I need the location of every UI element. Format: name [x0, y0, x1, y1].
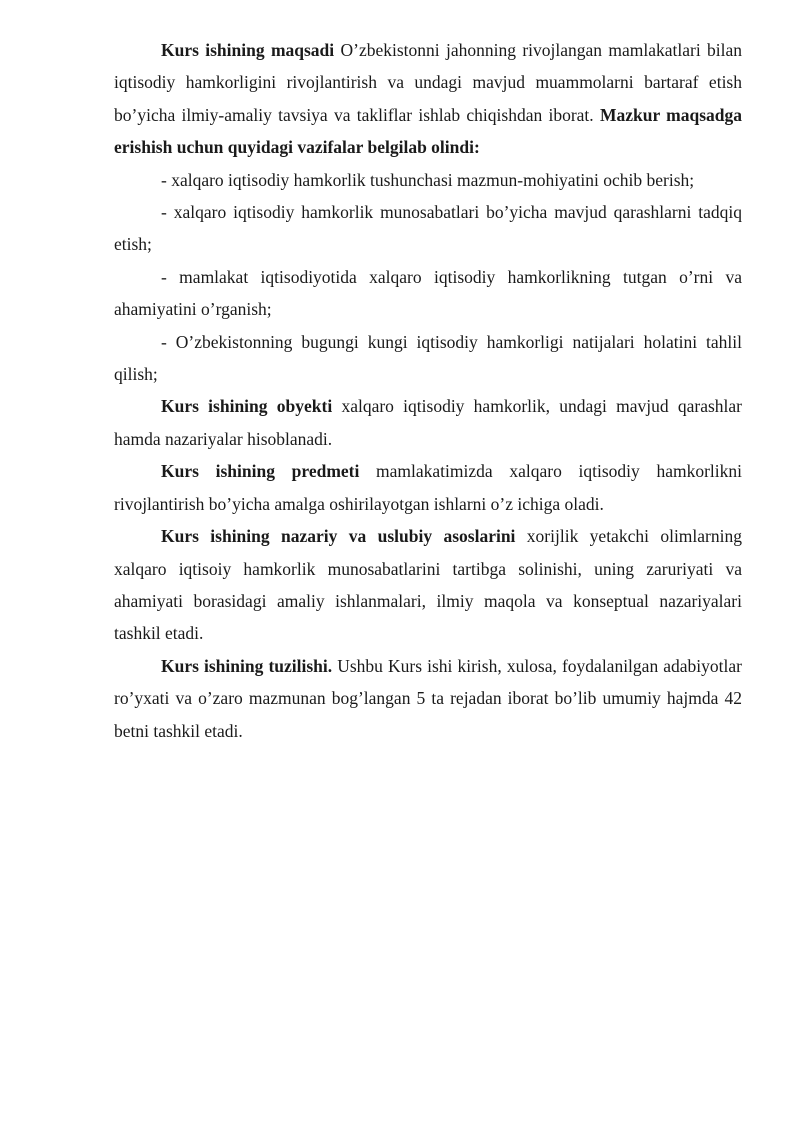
- paragraph-subject: [114, 455, 742, 520]
- task-item-4-text: - O’zbekistonning bugungi kungi iqtisodiy hamkorligi natijalari holatini tahlil qilish;: [114, 331, 742, 385]
- paragraph-aim-tasks-intro: Mazkur maqsadga erishish uchun quyidagi vazifalar belgilab olindi:: [114, 104, 742, 158]
- paragraph-aim-text: O’zbekistonni jahonning rivojlangan mamlakatlari bilan iqtisodiy hamkorligini rivojlantirish va undagi mavjud muammolarni bartaraf etish bo’yicha ilmiy-amaliy tavsiya va takliflar ishlab chiqishdan iborat.: [114, 40, 743, 125]
- paragraph-subject-text: mamlakatimizda xalqaro iqtisodiy hamkorlikni rivojlantirish bo’yicha amalga oshirilayotgan ishlarni o’z ichiga oladi.: [114, 461, 742, 514]
- paragraph-structure-heading: Kurs ishining tuzilishi.: [161, 655, 333, 676]
- paragraph-object: [114, 390, 742, 455]
- task-item-3-text: - mamlakat iqtisodiyotida xalqaro iqtisodiy hamkorlikning tutgan o’rni va ahamiyatini o’rganish;: [114, 266, 742, 320]
- paragraph-methodology-heading: Kurs ishining nazariy va uslubiy asoslarini: [161, 526, 516, 547]
- task-item-2-text: - xalqaro iqtisodiy hamkorlik munosabatlari bo’yicha mavjud qarashlarni tadqiq etish;: [114, 202, 742, 255]
- paragraph-subject-heading: Kurs ishining predmeti: [161, 461, 360, 482]
- paragraph-structure: [114, 650, 742, 747]
- task-item-2: [114, 196, 742, 261]
- paragraph-methodology: [114, 520, 742, 650]
- paragraph-aim: [114, 34, 742, 164]
- task-item-4: [114, 326, 742, 391]
- paragraph-object-text: xalqaro iqtisodiy hamkorlik, undagi mavjud qarashlar hamda nazariyalar hisoblanadi.: [114, 396, 742, 449]
- task-item-1-text: - xalqaro iqtisodiy hamkorlik tushunchasi mazmun-mohiyatini ochib berish;: [161, 169, 695, 190]
- paragraph-aim-heading: Kurs ishining maqsadi: [161, 40, 335, 60]
- paragraph-object-heading: Kurs ishining obyekti: [161, 396, 333, 417]
- task-item-3: [114, 261, 742, 326]
- document-page: [114, 34, 742, 747]
- paragraph-structure-text: Ushbu Kurs ishi kirish, xulosa, foydalanilgan adabiyotlar ro’yxati va o’zaro mazmunan bog’langan 5 ta rejadan iborat bo’lib umumiy hajmda 42 betni tashkil etadi.: [114, 655, 742, 741]
- paragraph-methodology-text: xorijlik yetakchi olimlarning xalqaro iqtisoiy hamkorlik munosabatlarini tartibga solinishi, uning zaruriyati va ahamiyati borasidagi amaliy ishlanmalari, ilmiy maqola va konseptual nazariyalari tashkil etadi.: [114, 526, 742, 644]
- task-item-1: [114, 164, 742, 196]
